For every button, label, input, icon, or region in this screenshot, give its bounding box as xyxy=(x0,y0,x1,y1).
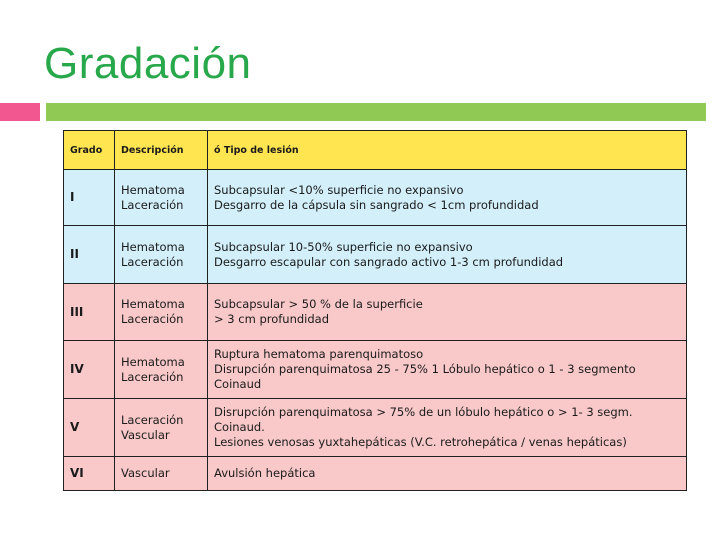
accent-bar-green xyxy=(46,103,706,121)
lesion-line: Ruptura hematoma parenquimatoso xyxy=(214,347,424,361)
header-descripcion: Descripción xyxy=(115,131,208,170)
description-cell xyxy=(115,399,208,457)
description-line: Laceración xyxy=(121,312,184,326)
lesion-line: > 3 cm profundidad xyxy=(214,312,330,326)
grading-table xyxy=(63,130,687,491)
lesion-line: Desgarro de la cápsula sin sangrado < 1cm profundidad xyxy=(214,197,539,212)
table-row xyxy=(64,341,687,399)
description-line: Laceración xyxy=(121,254,184,269)
description-cell xyxy=(115,284,208,341)
description-line: Hematoma xyxy=(121,182,185,197)
description-cell xyxy=(115,226,208,284)
grade-cell: IV xyxy=(64,341,115,399)
lesion-cell xyxy=(208,399,687,457)
lesion-line: Subcapsular <10% superficie no expansivo xyxy=(214,182,464,197)
description-line: Vascular xyxy=(121,466,170,480)
lesion-line: Coinaud xyxy=(214,377,262,391)
lesion-line: Subcapsular 10-50% superficie no expansivo xyxy=(214,239,473,254)
grade-cell: III xyxy=(64,284,115,341)
lesion-line: Avulsión hepática xyxy=(214,466,316,480)
table-row xyxy=(64,226,687,284)
grade-cell: VI xyxy=(64,457,115,491)
grade-cell: II xyxy=(64,226,115,284)
lesion-line: Coinaud. xyxy=(214,420,265,434)
description-cell xyxy=(115,170,208,226)
lesion-line: Disrupción parenquimatosa 25 - 75% 1 Lóbulo hepático o 1 - 3 segmento xyxy=(214,362,636,376)
header-tipo-lesion: ó Tipo de lesión xyxy=(208,131,687,170)
grade-cell: I xyxy=(64,170,115,226)
description-line: Laceración xyxy=(121,412,184,427)
table-row xyxy=(64,284,687,341)
description-line: Hematoma xyxy=(121,354,185,369)
lesion-cell xyxy=(208,170,687,226)
lesion-line: Desgarro escapular con sangrado activo 1-3 cm profundidad xyxy=(214,254,564,269)
lesion-cell xyxy=(208,226,687,284)
description-line: Hematoma xyxy=(121,297,185,311)
accent-bar-pink xyxy=(0,103,40,121)
lesion-cell xyxy=(208,284,687,341)
grade-cell: V xyxy=(64,399,115,457)
description-cell xyxy=(115,341,208,399)
table-row xyxy=(64,170,687,226)
lesion-line: Subcapsular > 50 % de la superficie xyxy=(214,297,423,311)
lesion-line: Disrupción parenquimatosa > 75% de un lóbulo hepático o > 1- 3 segm. xyxy=(214,405,633,419)
description-cell xyxy=(115,457,208,491)
table-row xyxy=(64,457,687,491)
lesion-cell xyxy=(208,341,687,399)
header-grado: Grado xyxy=(64,131,115,170)
description-line: Laceración xyxy=(121,369,184,384)
lesion-cell xyxy=(208,457,687,491)
description-line: Vascular xyxy=(121,427,170,442)
slide-title: Gradación xyxy=(44,39,252,88)
table-row xyxy=(64,399,687,457)
description-line: Hematoma xyxy=(121,239,185,254)
description-line: Laceración xyxy=(121,197,184,212)
lesion-line: Lesiones venosas yuxtahepáticas (V.C. retrohepática / venas hepáticas) xyxy=(214,435,627,449)
table-header-row xyxy=(64,131,687,170)
